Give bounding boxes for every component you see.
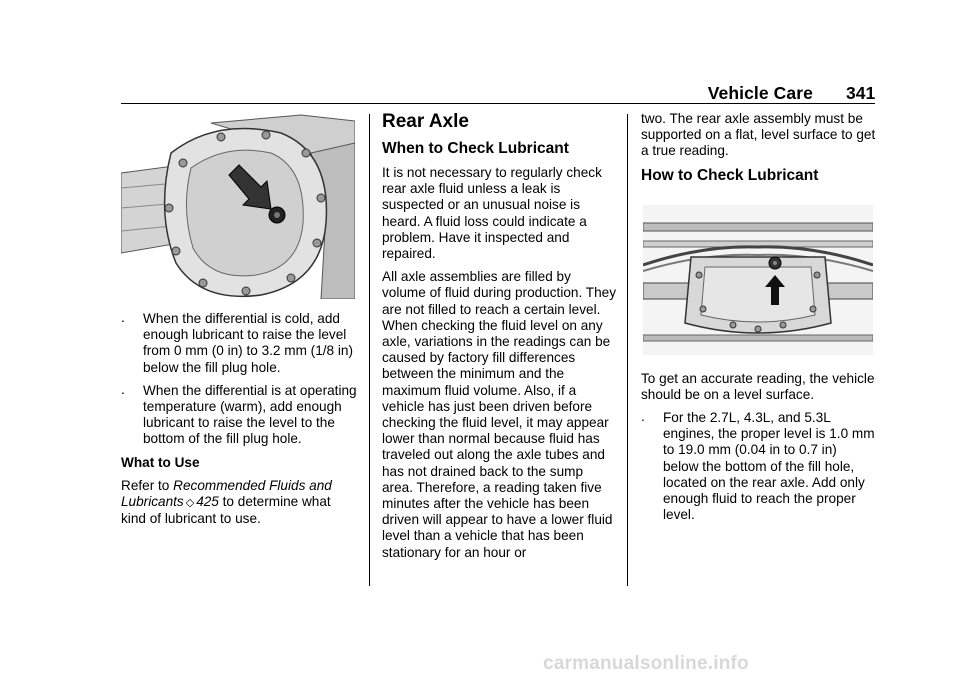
fluids-page-link[interactable]: 425 (196, 494, 219, 510)
bullet-glyph: . (121, 310, 125, 325)
subheading-how-to-check: How to Check Lubricant (641, 166, 819, 184)
page-header (0, 0, 960, 110)
differential-illustration (121, 113, 355, 299)
column-divider-1 (369, 114, 370, 586)
cross-reference-icon: ◇ (185, 497, 195, 510)
paragraph: It is not necessary to regularly check rear axle fluid unless a leak is suspected or an unusual noise is heard. A fluid loss could indicate a problem. Have it inspected and repaired. (382, 165, 602, 262)
paragraph: All axle assemblies are filled by volume of fluid during production. They are not filled to reach a certain level. When checking the fluid level on any axle, variations in the readings can be caused by factory fill differences between the minimum and the maximum fluid volume. Also, if a vehicle has just been driven before checking the fluid level, it may appear lower than normal because fluid has traveled out along the axle tubes and has not drained back to the sump area. Therefore, a reading taken five minutes after the vehicle has been driven will appear to have a lower fluid level than a vehicle that has been stationary for an hour or (382, 269, 617, 560)
rear-axle-illustration (643, 205, 873, 355)
bullet-glyph: . (121, 381, 125, 397)
refer-paragraph (121, 478, 357, 528)
list-item (641, 410, 876, 523)
bullet-glyph: . (641, 409, 645, 425)
list-item (121, 383, 357, 448)
bullet-text: When the differential is at operating temperature (warm), add enough lubricant to raise the level to the bottom of the fill plug hole. (143, 382, 357, 447)
header-rule (121, 103, 875, 104)
section-heading-rear-axle: Rear Axle (382, 111, 469, 132)
bullet-text: For the 2.7L, 4.3L, and 5.3L engines, the proper level is 1.0 mm to 19.0 mm (0.04 in to 0.7 in) below the bottom of the fill hole, located on the rear axle. Add only enough fluid to reach the proper level. (663, 410, 875, 523)
page-number: 341 (846, 83, 876, 103)
refer-suffix: to determine what kind of lubricant to use. (121, 494, 331, 527)
middle-column (382, 111, 617, 568)
column-divider-2 (627, 114, 628, 586)
watermark: carmanualsonline.info (543, 653, 749, 674)
right-column (641, 111, 876, 530)
subheading-when-to-check: When to Check Lubricant (382, 140, 569, 157)
refer-prefix: Refer to (121, 477, 174, 493)
paragraph: two. The rear axle assembly must be supported on a flat, level surface to get a true reading. (641, 111, 876, 159)
fluids-link[interactable]: Recommended Fluids and Lubricants (121, 477, 332, 510)
what-to-use-heading: What to Use (121, 454, 200, 470)
list-item (121, 311, 357, 376)
bullet-text: When the differential is cold, add enough lubricant to raise the level from 0 mm (0 in) to 3.2 mm (1/8 in) below the fill plug hole. (143, 311, 353, 375)
paragraph: To get an accurate reading, the vehicle should be on a level surface. (641, 370, 875, 402)
section-title: Vehicle Care (707, 83, 813, 103)
left-column (121, 113, 357, 534)
